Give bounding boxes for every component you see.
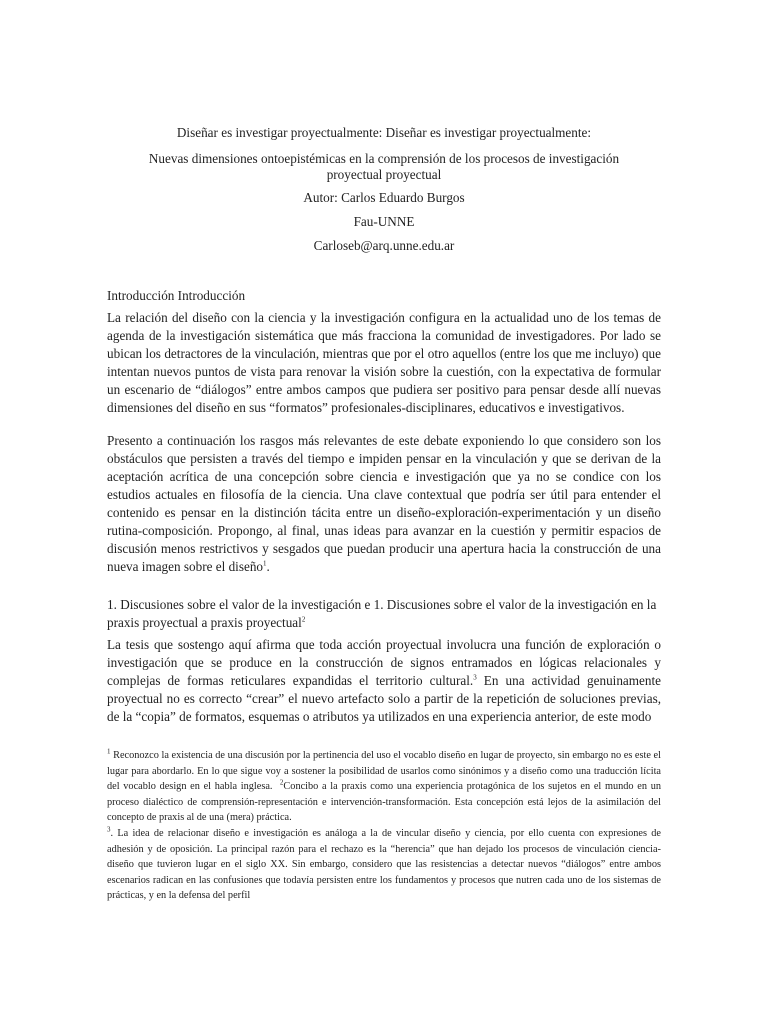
document-subtitle-line1: Nuevas dimensiones ontoepistémicas en la comprensión de los procesos de investigación [148,151,620,166]
email-line: Carloseb@arq.unne.edu.ar [313,238,455,253]
footnote-ref-1: 1 [263,559,267,568]
footnote-1-mark: 1 [107,747,111,756]
footnote-3-mark: 3 [107,825,111,834]
footnote-3-text: . La idea de relacionar diseño e investigación es análoga a la de vincular diseño y ciencia, por ello cuenta con expresiones de adhesión y de oposición. La principal razón para el rechazo es la “herencia” que han dejado los procesos de vinculación ciencia-diseño que tuvieron lugar en el siglo XX. Sin embargo, considero que las resistencias a detectar nuevos “diálogos” entre ambos escenarios radican en las confusiones que todavía persisten entre los fundamentos y procesos que nutren cada uno de los sistemas de prácticas, y en la defensa del perfil [107,827,661,902]
footnote-ref-3: 3 [473,673,477,682]
author-line: Autor: Carlos Eduardo Burgos [303,190,465,205]
institution-line: Fau-UNNE [353,214,415,229]
section1-paragraph-1 [107,636,661,726]
section1-heading-text: 1. Discusiones sobre el valor de la investigación e 1. Discusiones sobre el valor de la investigación en la praxis proyectual a praxis proyectual [107,597,657,630]
intro-paragraph-1: La relación del diseño con la ciencia y la investigación configura en la actualidad uno de los temas de agenda de la investigación sistemática que más fracciona la comunidad de investigadores. Por lado se ubican los detractores de la vinculación, mientras que por el otro aquellos (entre los que me incluyo) que intentan nuevos puntos de vista para renovar la visión sobre la cuestión, con la expectativa de formular un escenario de “diálogos” entre ambos campos que pudiera ser positivo para pensar desde allí nuevas dimensiones del diseño en sus “formatos” profesionales-disciplinares, educativos e investigativos. [107,310,661,415]
footnote-2-mark: 2 [279,778,284,787]
footnote-3 [107,826,661,904]
footnote-1-2 [107,748,661,826]
footnote-1-text: Reconozco la existencia de una discusión por la pertinencia del uso el vocablo diseño en lugar de proyecto, sin embargo no es este el lugar para abordarlo. En lo que sigue voy a sostener la posibilidad de usarlos como sinónimos y a diseño como una traducción lícita del vocablo design en el habla inglesa. [107,750,661,793]
footnote-2-text: Concibo a la praxis como una experiencia protagónica de los sujetos en el mundo en un proceso dialéctico de comprensión-representación e intervención-transformación. Esta concepción está lejos de la asimilación del concepto de praxis al de una (mera) práctica. [107,781,661,824]
section1-heading [107,596,661,632]
document-title: Diseñar es investigar proyectualmente: Diseñar es investigar proyectualmente: [176,125,592,140]
footnotes-area [107,748,661,904]
document-subtitle-line2: proyectual proyectual [326,167,442,182]
section1-paragraph-1-text-a: La tesis que sostengo aquí afirma que toda acción proyectual involucra una función de exploración o investigación que se produce en la construcción de signos entramados en lógicas relacionales y complejas de formas reticulares expandidas el territorio cultural. [107,637,661,688]
footnote-ref-2: 2 [301,615,306,624]
section1-paragraph-1-text-b: En una actividad genuinamente proyectual no es correcto “crear” el nuevo artefacto solo a partir de la repetición de soluciones previas, de la “copia” de formatos, esquemas o atributos ya utilizados en una experiencia anterior, de este modo [107,673,662,724]
intro-heading: Introducción Introducción [107,288,246,303]
intro-paragraph-2-text: Presento a continuación los rasgos más relevantes de este debate exponiendo lo que considero son los obstáculos que persisten a través del tiempo e impiden pensar en la vinculación y que se derivan de la aceptación acrítica de una concepción sobre ciencia e investigación que ya no se condice con los estudios actuales en filosofía de la ciencia. Una clave contextual que podría ser útil para entender el contenido es pensar en la distinción tácita entre un diseño-exploración-experimentación y un diseño rutina-composición. Propongo, al final, unas ideas para avanzar en la cuestión y permitir espacios de discusión menos restrictivos y sesgados que puedan producir una apertura hacia la construcción de una nueva imagen sobre el diseño [107,433,661,574]
intro-paragraph-2-end: . [266,559,270,574]
intro-paragraph-2 [107,432,661,576]
